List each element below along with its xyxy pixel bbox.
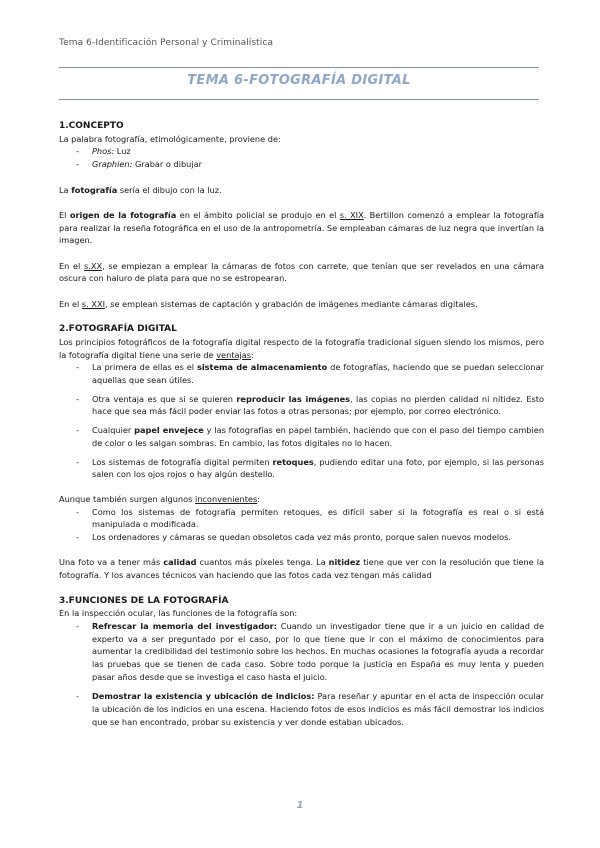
page-number: 1	[296, 800, 304, 811]
paragraph: En el s.XX, se empiezan a emplear la cámaras de fotos con carrete, que tenían que ser revelados en una cámara oscura con haluro de plata para que no se estropearan.	[59, 260, 544, 284]
list-item: - Cualquier papel envejece y las fotografías en papel también, haciendo que con el paso del tiempo cambien de color o les salgan sombras. En cambio, las fotos digitales no lo hacen.	[59, 424, 544, 449]
document-body	[59, 120, 544, 736]
paragraph: En la inspección ocular, las funciones de la fotografía son:	[59, 608, 298, 619]
functions-list	[59, 620, 544, 729]
list-item: - Los ordenadores y cámaras se quedan obsoletos cada vez más pronto, porque salen nuevos modelos.	[59, 531, 544, 544]
section-heading-fotografia-digital: 2.FOTOGRAFÍA DIGITAL	[59, 324, 177, 335]
disadvantages-list	[59, 506, 544, 544]
list-item: - Los sistemas de fotografía digital permiten retoques, pudiendo editar una foto, por ejemplo, si las personas salen con los ojos rojos o hay algún destello.	[59, 456, 544, 481]
list-item: - Demostrar la existencia y ubicación de indicios: Para reseñar y apuntar en el acta de inspección ocular la ubicación de los indicios en una escena. Haciendo fotos de esos indicios es más fácil demostrar los indicios que se han encontrado, probar su existencia y ver donde estaban ubicados.	[59, 690, 544, 728]
list-item: - Refrescar la memoria del investigador: Cuando un investigador tiene que ir a un juicio en calidad de experto va a ser preguntado por el caso, por lo que tiene que ir con el máximo de conocimientos para aumentar la credibilidad del testimonio sobre los hechos. En muchas ocasiones la fotografía ayuda a recordar las pruebas que se tienen de cada caso. Sobre todo porque la justicia en España es muy lenta y pueden pasar años desde que se investiga el caso hasta el juicio.	[59, 620, 544, 684]
advantages-list	[59, 361, 544, 481]
paragraph: Una foto va a tener más calidad cuantos más píxeles tenga. La nitidez tiene que ver con la resolución que tiene la fotografía. Y los avances técnicos van haciendo que las fotos cada vez tengan más calidad	[59, 557, 544, 581]
running-header: Tema 6-Identificación Personal y Criminalística	[59, 38, 274, 48]
paragraph: En el s. XXI, se emplean sistemas de captación y grabación de imágenes mediante cámaras digitales.	[59, 298, 478, 309]
title-rule-bottom	[59, 99, 539, 100]
list-item: - Graphien: Grabar o dibujar	[59, 158, 544, 171]
list-item: - Como los sistemas de fotografía permiten retoques, es difícil saber si la fotografía es real o si está manipulada o modificada.	[59, 506, 544, 531]
title-rule-top	[59, 67, 539, 68]
list-item: - Phos: Luz	[59, 145, 544, 158]
paragraph: Aunque también surgen algunos inconvenientes:	[59, 493, 260, 504]
section-heading-concepto: 1.CONCEPTO	[59, 121, 124, 131]
paragraph: La palabra fotografía, etimológicamente, proviene de:	[59, 133, 281, 144]
page-title: TEMA 6-FOTOGRAFÍA DIGITAL	[187, 73, 411, 88]
etymology-list	[59, 145, 544, 170]
paragraph: La fotografía sería el dibujo con la luz.	[59, 184, 222, 195]
paragraph: Los principios fotográficos de la fotografía digital respecto de la fotografía tradicional siguen siendo los mismos, pero la fotografía digital tiene una serie de ventajas:	[59, 336, 544, 360]
list-item: - La primera de ellas es el sistema de almacenamiento de fotografías, haciendo que se puedan seleccionar aquellas que sean útiles.	[59, 361, 544, 386]
list-item: - Otra ventaja es que si se quieren reproducir las imágenes, las copias no pierden calidad ni nitidez. Esto hace que sea más fácil poder enviar las fotos a otras personas; por ejemplo, por correo electrónico.	[59, 393, 544, 418]
section-heading-funciones: 3.FUNCIONES DE LA FOTOGRAFÍA	[59, 595, 229, 606]
paragraph: El origen de la fotografía en el ámbito policial se produjo en el s. XIX. Bertillon comenzó a emplear la fotografía para realizar la reseña fotográfica en el uso de la antropometría. Se empleaban cámaras de luz negra que invertían la imagen.	[59, 209, 545, 246]
